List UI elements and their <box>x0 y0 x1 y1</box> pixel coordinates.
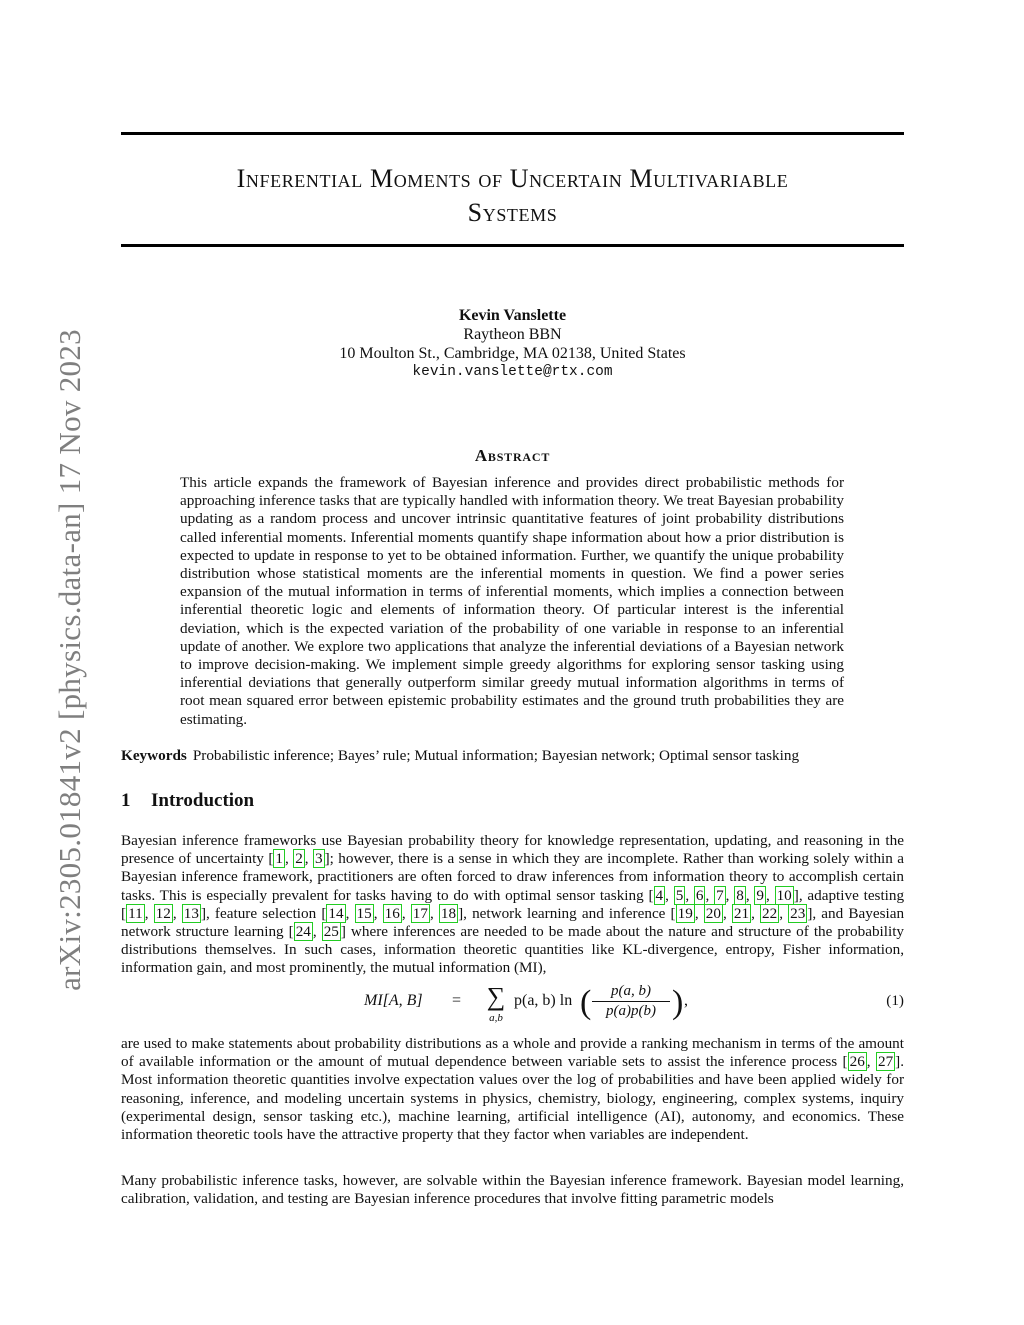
citation-link[interactable]: 5 <box>675 886 684 904</box>
citation-link[interactable]: 6 <box>695 886 704 904</box>
paper-title <box>121 162 904 230</box>
sum-index: a,b <box>489 1012 503 1024</box>
citation-link[interactable]: 25 <box>323 923 339 941</box>
citation-group: 1 , 2 , 3 <box>275 850 323 868</box>
citation-link[interactable]: 17 <box>412 904 428 922</box>
title-line-2: Systems <box>467 198 558 227</box>
citation-group: 24 , 25 <box>295 923 339 941</box>
citation-link[interactable]: 20 <box>705 904 721 922</box>
abstract-heading: Abstract <box>474 446 551 465</box>
citation-link[interactable]: 16 <box>384 904 400 922</box>
intro-p1-text: ], and Bayesian network structure learning [ <box>121 904 905 941</box>
citation-link[interactable]: 13 <box>183 904 199 922</box>
fraction-numerator: p(a, b) <box>592 983 670 1002</box>
equation-number: (1) <box>886 992 904 1009</box>
paren-open: ( <box>580 984 592 1021</box>
author-name: Kevin Vanslette <box>458 307 567 324</box>
equation-equals: = <box>452 992 462 1009</box>
keywords-text: Probabilistic inference; Bayes’ rule; Mutual information; Bayesian network; Optimal sensor tasking <box>192 747 800 764</box>
intro-paragraph-2 <box>121 1035 904 1144</box>
section-heading-introduction <box>121 790 254 812</box>
title-top-rule <box>121 132 904 135</box>
citation-link[interactable]: 26 <box>849 1053 865 1071</box>
author-affiliation: Raytheon BBN <box>463 326 562 343</box>
citation-link[interactable]: 7 <box>716 886 724 904</box>
intro-paragraph-1 <box>121 832 904 978</box>
author-email[interactable]: kevin.vanslette@rtx.com <box>412 364 613 380</box>
title-bottom-rule <box>121 244 904 247</box>
intro-p1-text: ], feature selection [ <box>200 904 327 922</box>
equation-lhs: MI[A, B] <box>364 992 423 1009</box>
citation-link[interactable]: 1 <box>275 850 283 868</box>
section-title: Introduction <box>151 790 255 811</box>
author-block <box>121 306 904 382</box>
citation-link[interactable]: 10 <box>776 886 792 904</box>
intro-p1-text: ], network learning and inference [ <box>458 904 676 922</box>
citation-link[interactable]: 14 <box>328 904 344 922</box>
paren-close: ) <box>672 984 684 1021</box>
citation-link[interactable]: 15 <box>356 904 372 922</box>
section-number: 1 <box>121 790 131 811</box>
citation-group: 4 , 5 , 6 , 7 , 8 , 9 , 10 <box>655 886 792 904</box>
abstract-text: This article expands the framework of Bayesian inference and provides direct probabilistic methods for approaching inference tasks that are typically handled with information theory. We treat Bayesian probability updating as a random process and uncover intrinsic quantitative features of joint probability distributions called inferential moments. Inferential moments quantify shape information about how a prior distribution is expected to update in response to yet to be obtained information. Further, we quantify the unique probability distribution whose statistical moments are the inferential moments in question. We find a power series expansion of the mutual information in terms of inferential moments, which implies a connection between inferential theoretic logic and elements of information theory. Of particular interest is the inferential deviation, which is the expected variation of the probability of one variable in response to an inferential update of another. We explore two applications that analyze the inferential deviations of a Bayesian network to improve decision-making. We implement simple greedy algorithms for exploring sensor tasking using inferential deviations that generally outperform similar greedy mutual information algorithms in terms of root mean squared error between epistemic probability estimates and the ground truth probabilities they are estimating. <box>180 474 844 728</box>
author-address: 10 Moulton St., Cambridge, MA 02138, United States <box>339 345 686 362</box>
intro-p1-text: ], adaptive testing [ <box>121 886 905 922</box>
citation-link[interactable]: 21 <box>733 904 750 922</box>
citation-link[interactable]: 19 <box>677 904 693 922</box>
citation-link[interactable]: 12 <box>155 904 171 922</box>
intro-p1-text: Bayesian inference frameworks use Bayesian probability theory for knowledge representation, updating, and reasoning in the presence of uncertainty [ <box>121 832 904 868</box>
fraction-denominator: p(a)p(b) <box>606 1003 656 1019</box>
citation-link[interactable]: 4 <box>655 886 664 904</box>
intro-p1-text: ]; however, there is a sense in which they are incomplete. Rather than working solely within a Bayesian inference framework, practitioners are often forced to draw inferences from information theory to accomplish certain tasks. This is especially prevalent for tasks having to do with optimal sensor tasking [ <box>121 850 905 904</box>
citation-group: 14 , 15 , 16 , 17 , 18 <box>328 904 457 922</box>
citation-link[interactable]: 24 <box>295 923 311 941</box>
keywords-label: Keywords <box>121 747 187 764</box>
sigma-symbol: ∑ <box>486 982 506 1011</box>
intro-p1-text: ] where inferences are needed to be made about the nature and structure of the probability distributions themselves. In such cases, information theoretic quantities like KL-divergence, entropy, Fisher information, information gain, and most prominently, the mutual information (MI), <box>121 923 905 977</box>
intro-paragraph-3: Many probabilistic inference tasks, however, are solvable within the Bayesian inference framework. Bayesian model learning, calibration, validation, and testing are Bayesian inference procedures that involve fitting parametric models <box>121 1172 904 1208</box>
equation-fraction <box>592 983 670 1020</box>
arxiv-side-stamp: arXiv:2305.01841v2 [physics.data-an] 17 Nov 2023 <box>52 329 87 991</box>
equation-term: p(a, b) ln <box>514 992 573 1009</box>
citation-link[interactable]: 23 <box>790 904 806 922</box>
citation-link[interactable]: 22 <box>762 904 778 922</box>
intro-p2-text: are used to make statements about probability distributions as a whole and provide a ranking mechanism in terms of the amount of available information or the amount of mutual dependence between variable sets to assist the inference process [ <box>121 1035 904 1071</box>
citation-link[interactable]: 9 <box>756 886 764 904</box>
citation-group: 11 , 12 , 13 <box>128 904 199 922</box>
title-line-1: Inferential Moments of Uncertain Multivariable <box>236 164 789 193</box>
citation-link[interactable]: 27 <box>877 1053 894 1071</box>
citation-group: 26 , 27 <box>849 1053 894 1071</box>
citation-link[interactable]: 8 <box>736 886 744 904</box>
intro-p2-text: ]. Most information theoretic quantities involve expectation values over the log of probabilities and have been applied widely for reasoning, inference, and modeling uncertain systems in physics, chemistry, biology, engineering, complex systems, inquiry (experimental design, sensor tasking etc.), machine learning, artificial intelligence (AI), autonomy, and economics. These information theoretic tools have the attractive property that they factor when variables are independent. <box>121 1053 905 1144</box>
equation-comma: , <box>684 992 688 1009</box>
citation-link[interactable]: 3 <box>315 850 323 868</box>
citation-link[interactable]: 11 <box>128 904 143 922</box>
citation-link[interactable]: 2 <box>295 850 303 868</box>
citation-link[interactable]: 18 <box>440 904 457 922</box>
keywords-line <box>121 746 904 765</box>
citation-group: 19 , 20 , 21 , 22 , 23 <box>677 904 806 922</box>
equation-1 <box>121 984 904 1032</box>
summation-sign <box>481 984 511 1024</box>
